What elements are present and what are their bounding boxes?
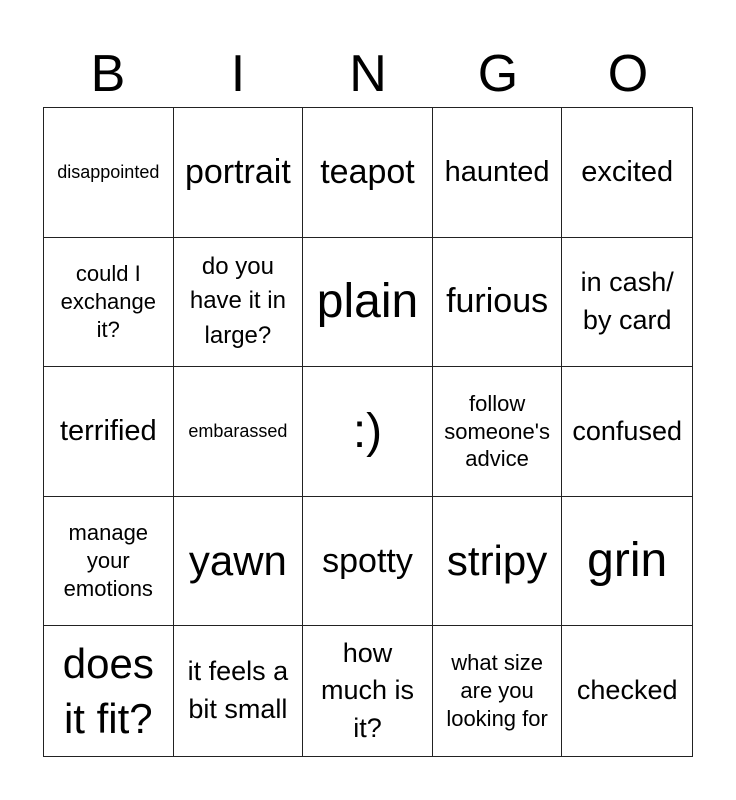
header-letter-n: N [349, 45, 387, 103]
bingo-cell[interactable] [303, 238, 433, 368]
cell-text: excited [581, 155, 674, 188]
cell-text: :) [352, 404, 383, 458]
bingo-cell[interactable] [303, 497, 433, 627]
cell-text: teapot [320, 152, 415, 191]
bingo-cell[interactable] [174, 108, 304, 238]
cell-text: do you have it in large? [189, 252, 286, 350]
cell-text: stripy [446, 537, 548, 585]
cell-text: grin [587, 534, 668, 588]
cell-text: could I exchange it? [60, 260, 156, 342]
bingo-cell[interactable] [44, 626, 174, 756]
bingo-cell[interactable] [174, 238, 304, 368]
bingo-cell[interactable] [562, 108, 692, 238]
header-letter-g: G [477, 45, 519, 103]
cell-text: embarassed [188, 420, 288, 441]
cell-text: portrait [184, 152, 291, 191]
bingo-cell[interactable] [433, 626, 563, 756]
cell-text: in cash/ by card [580, 267, 674, 335]
bingo-cell[interactable] [562, 626, 692, 756]
bingo-cell[interactable] [433, 367, 563, 497]
bingo-cell[interactable] [174, 626, 304, 756]
bingo-board [43, 107, 693, 757]
header-letter-b: B [90, 45, 126, 103]
cell-text: it feels a bit small [187, 656, 289, 725]
cell-text: disappointed [57, 161, 160, 182]
bingo-cell[interactable] [562, 367, 692, 497]
cell-text: yawn [188, 537, 287, 585]
cell-text: furious [446, 282, 549, 321]
cell-text: does it fit? [62, 639, 154, 743]
header-letter-o: O [607, 45, 649, 103]
bingo-header [43, 40, 693, 108]
cell-text: what size are you looking for [446, 650, 548, 732]
bingo-cell[interactable] [44, 497, 174, 627]
bingo-cell[interactable] [44, 238, 174, 368]
cell-text: plain [316, 275, 419, 329]
bingo-cell[interactable] [562, 497, 692, 627]
bingo-cell[interactable] [562, 238, 692, 368]
bingo-cell[interactable] [174, 497, 304, 627]
cell-text: follow someone's advice [444, 390, 550, 472]
cell-text: checked [576, 675, 678, 706]
bingo-cell[interactable] [433, 238, 563, 368]
bingo-cell[interactable] [303, 108, 433, 238]
bingo-cell[interactable] [433, 497, 563, 627]
bingo-cell[interactable] [303, 367, 433, 497]
cell-text: how much is it? [320, 637, 414, 744]
bingo-cell[interactable] [44, 367, 174, 497]
cell-text: haunted [444, 155, 550, 188]
bingo-cell[interactable] [433, 108, 563, 238]
bingo-cell[interactable] [44, 108, 174, 238]
cell-text: confused [572, 415, 682, 446]
header-letter-i: I [230, 45, 246, 103]
bingo-cell[interactable] [303, 626, 433, 756]
cell-text: terrified [59, 414, 157, 447]
cell-text: manage your emotions [63, 520, 153, 602]
bingo-cell[interactable] [174, 367, 304, 497]
cell-text: spotty [322, 541, 413, 580]
